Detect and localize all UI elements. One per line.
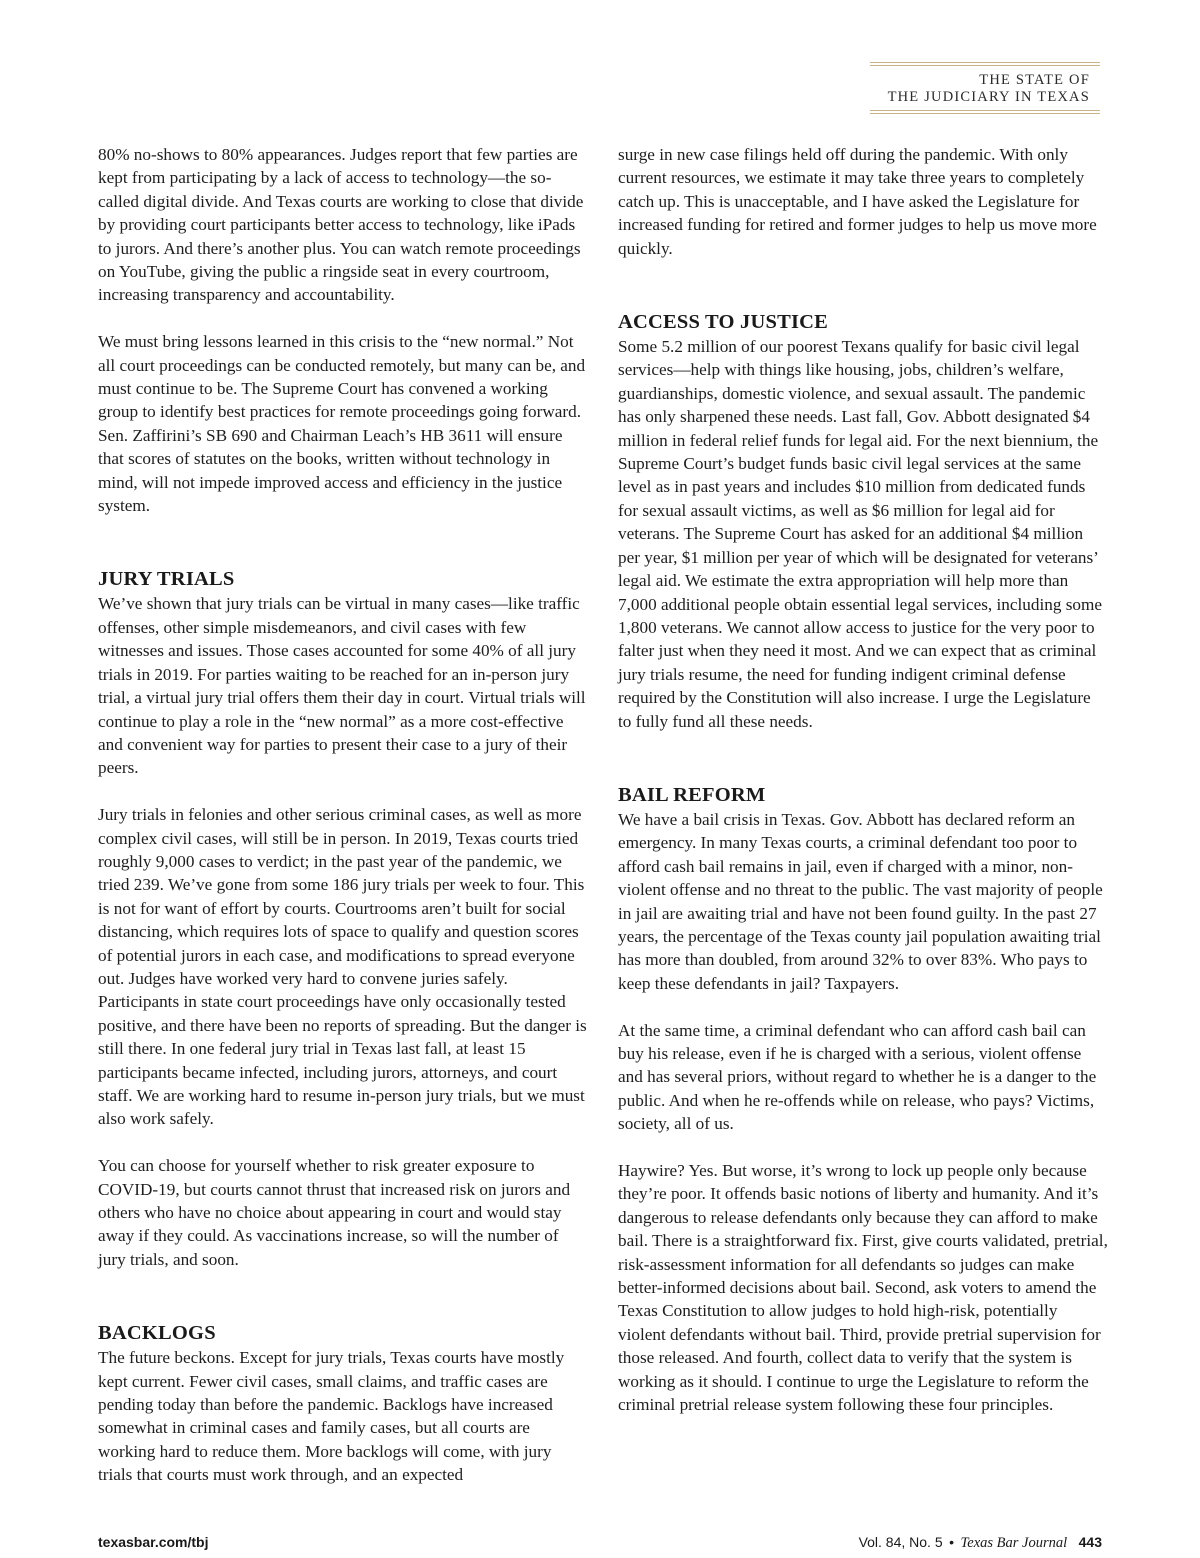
masthead-line-1: THE STATE OF [979, 72, 1090, 88]
paragraph: We’ve shown that jury trials can be virtual in many cases—like traffic offenses, other simple misdemeanors, and civil cases with few witnesses and issues. Those cases accounted for some 40% of all jury trials in 2019. For parties waiting to be reached for an in-person jury trial, a virtual jury trial offers them their day in court. Virtual trials will continue to play a role in the “new normal” as a more cost-effective and convenient way for parties to present their case to a jury of their peers. [98, 594, 586, 778]
masthead-rule-bottom [870, 110, 1100, 114]
page-footer [98, 1534, 1102, 1554]
paragraph: The future beckons. Except for jury trials, Texas courts have mostly kept current. Fewer civil cases, small claims, and traffic cases are pending today than before the pandemic. Backlogs have increased somewhat in criminal cases and family cases, but all courts are working hard to reduce them. More backlogs will come, with jury trials that courts must work through, and an expected [98, 1348, 565, 1485]
masthead-rule-top [870, 62, 1100, 66]
paragraph: We must bring lessons learned in this crisis to the “new normal.” Not all court proceedings can be conducted remotely, but many can be, and must continue to be. The Supreme Court has convened a working group to identify best practices for remote proceedings going forward. Sen. Zaffirini’s SB 690 and Chairman Leach’s HB 3611 will ensure that scores of statutes on the books, written without technology in mind, will not impede improved access and efficiency in the justice system. [98, 332, 586, 516]
left-column [98, 143, 588, 1487]
paragraph: Some 5.2 million of our poorest Texans qualify for basic civil legal services—help with things like housing, jobs, children’s welfare, guardianships, domestic violence, and sexual assault. The pandemic has only sharpened these needs. Last fall, Gov. Abbott designated $4 million in federal relief funds for legal aid. For the next biennium, the Supreme Court’s budget funds basic civil legal services at the same level as in past years and includes $10 million from dedicated funds for sexual assault victims, as well as $6 million for legal aid for veterans. The Supreme Court has asked for an additional $4 million per year, $1 million per year of which will be designated for veterans’ legal aid. We estimate the extra appropriation will help more than 7,000 additional people obtain essential legal services, including some 1,800 veterans. We cannot allow access to justice for the very poor to falter just when they need it most. And we can expect that as criminal jury trials resume, the need for funding indigent criminal defense required by the Constitution will also increase. I urge the Legislature to fully fund all these needs. [618, 337, 1102, 731]
paragraph: surge in new case filings held off during the pandemic. With only current resources, we estimate it may take three years to completely catch up. This is unacceptable, and I have asked the Legislature for increased funding for retired and former judges to help us move more quickly. [618, 145, 1097, 258]
footer-url-link[interactable]: texasbar.com/tbj [98, 1534, 209, 1550]
section-heading-access-to-justice: ACCESS TO JUSTICE [618, 311, 829, 334]
paragraph: You can choose for yourself whether to risk greater exposure to COVID-19, but courts cannot thrust that increased risk on jurors and others who have no choice about appearing in court and would stay away if they could. As vaccinations increase, so will the number of jury trials, and soon. [98, 1156, 571, 1269]
paragraph: Haywire? Yes. But worse, it’s wrong to lock up people only because they’re poor. It offends basic notions of liberty and humanity. And it’s dangerous to release defendants only because they can afford to make bail. There is a straightforward fix. First, give courts validated, pretrial, risk-assessment information for all defendants so judges can make better-informed decisions about bail. Second, ask voters to amend the Texas Constitution to allow judges to hold high-risk, potentially violent defendants without bail. Third, provide pretrial supervision for those released. And fourth, collect data to verify that the system is working as it should. I continue to urge the Legislature to reform the criminal pretrial release system following these four principles. [618, 1161, 1108, 1415]
footer-bullet: • [949, 1534, 955, 1550]
paragraph: Jury trials in felonies and other serious criminal cases, as well as more complex civil cases, will still be in person. In 2019, Texas courts tried roughly 9,000 cases to verdict; in the past year of the pandemic, we tried 239. We’ve gone from some 186 jury trials per week to four. This is not for want of effort by courts. Courtrooms aren’t built for social distancing, which requires lots of space to qualify and question scores of potential jurors in each case, and modifications to spread everyone out. Judges have worked very hard to convene juries safely. Participants in state court proceedings have only occasionally tested positive, and there have been no reports of spreading. But the danger is still there. In one federal jury trial in Texas last fall, at least 15 participants became infected, including jurors, attorneys, and court staff. We are working hard to resume in-person jury trials, but we must also work safely. [98, 805, 587, 1129]
masthead-line-2: THE JUDICIARY IN TEXAS [887, 89, 1090, 105]
paragraph: We have a bail crisis in Texas. Gov. Abbott has declared reform an emergency. In many Texas courts, a criminal defendant too poor to afford cash bail remains in jail, even if charged with a minor, non-violent offense and no threat to the public. The vast majority of people in jail are awaiting trial and have not been found guilty. In the past 27 years, the percentage of the Texas county jail population awaiting trial has more than doubled, from around 32% to over 83%. Who pays to keep these defendants in jail? Taxpayers. [618, 809, 1103, 993]
section-heading-bail-reform: BAIL REFORM [618, 783, 766, 806]
page-number: 443 [1078, 1534, 1102, 1550]
paragraph: At the same time, a criminal defendant who can afford cash bail can buy his release, even if he is charged with a serious, violent offense and has several priors, without regard to whether he is a danger to the public. And when he re-offends while on release, who pays? Victims, society, all of us. [618, 1020, 1097, 1134]
masthead [870, 62, 1100, 114]
right-column [618, 143, 1108, 1416]
section-heading-backlogs: BACKLOGS [98, 1322, 216, 1345]
footer-meta [859, 1534, 1102, 1552]
footer-journal-title: Texas Bar Journal [960, 1535, 1068, 1551]
paragraph: 80% no-shows to 80% appearances. Judges report that few parties are kept from participating by a lack of access to technology—the so-called digital divide. And Texas courts are working to close that divide by providing court participants better access to technology, like iPads to jurors. And there’s another plus. You can watch remote proceedings on YouTube, giving the public a ringside seat in every courtroom, increasing transparency and accountability. [98, 145, 584, 305]
section-heading-jury-trials: JURY TRIALS [98, 568, 235, 591]
footer-volume: Vol. 84, No. 5 [858, 1534, 943, 1550]
